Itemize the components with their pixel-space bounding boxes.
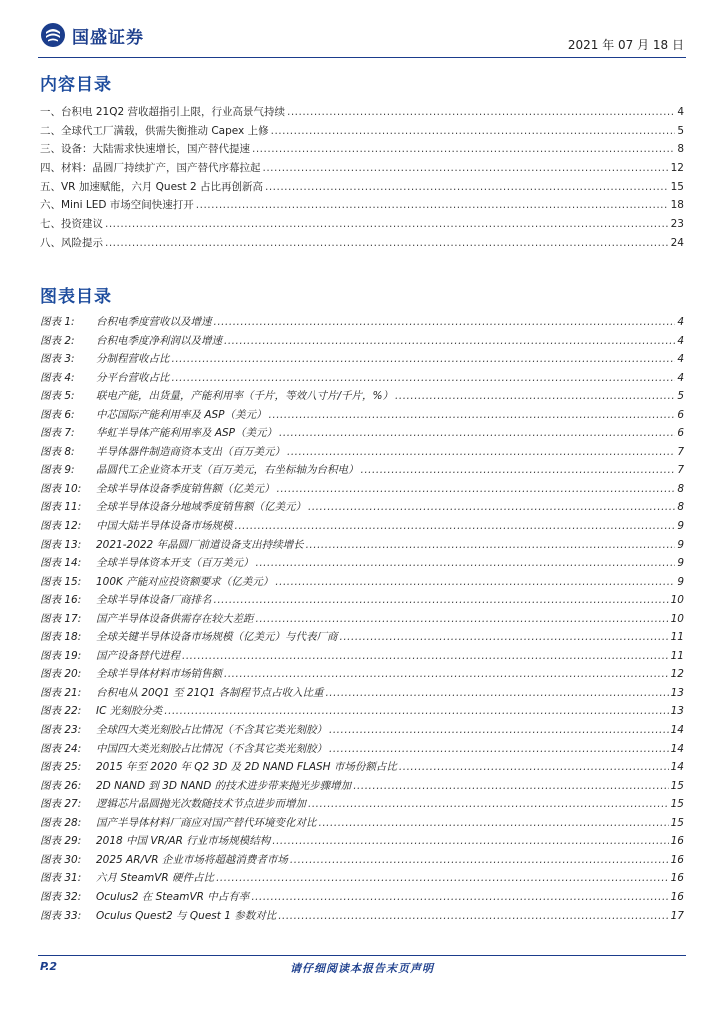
dot-leader: [252, 143, 675, 155]
toc-entry-label: 台积电季度净利润以及增速: [96, 334, 222, 347]
dot-leader: [308, 798, 669, 810]
dot-leader: [105, 218, 669, 230]
toc-entry[interactable]: [40, 629, 684, 648]
toc-entry[interactable]: [40, 778, 684, 797]
figure-number: 图表 12:: [40, 520, 82, 533]
toc-entry-label: 八、风险提示: [40, 236, 103, 249]
toc-entry[interactable]: [40, 815, 684, 834]
toc-entry-label: 台积电季度营收以及增速: [96, 316, 212, 328]
toc-entry-page: 15: [670, 779, 684, 792]
figure-number: 图表 30:: [40, 853, 82, 866]
figure-number: 图表 5:: [40, 390, 75, 403]
toc-entry-page: 13: [670, 686, 684, 699]
dot-leader: [224, 668, 669, 680]
toc-entry-label: 分制程营收占比: [96, 353, 170, 366]
toc-entry[interactable]: [40, 216, 684, 235]
toc-entry[interactable]: [40, 104, 684, 123]
figure-number: 图表 18:: [40, 631, 82, 644]
toc-entry-label: Oculus2 在 SteamVR 中占有率: [96, 890, 250, 903]
toc-entry-page: 12: [670, 668, 684, 681]
figure-number: 图表 26:: [40, 779, 82, 792]
toc-entry-page: 6: [677, 408, 684, 421]
toc-entry[interactable]: [40, 870, 684, 889]
toc-entry-page: 8: [677, 501, 684, 514]
figure-number: 图表 23:: [40, 724, 82, 737]
toc-entry-page: 16: [670, 872, 684, 885]
toc-entry-label: 五、VR 加速赋能，六月 Quest 2 占比再创新高: [40, 180, 263, 193]
guosheng-logo-icon: [40, 22, 66, 48]
figure-number: 图表 28:: [40, 816, 82, 829]
toc-entry-page: 4: [677, 106, 684, 118]
toc-entry-page: 6: [677, 427, 684, 440]
figure-number: 图表 33:: [40, 909, 82, 922]
toc-entry-label: 2018 中国 VR/AR 行业市场规模结构: [96, 835, 271, 848]
dot-leader: [251, 891, 668, 903]
toc-entry[interactable]: [40, 388, 684, 407]
page-number: P.2: [40, 960, 58, 973]
toc-entry[interactable]: [40, 537, 684, 556]
dot-leader: [329, 724, 669, 736]
toc-entry-page: 11: [670, 649, 684, 662]
figure-number: 图表 7:: [40, 427, 75, 440]
toc-entry-label: 国产半导体材料厂商应对国产替代环境变化对比: [96, 816, 317, 829]
toc-entry-label: 2025 AR/VR 企业市场将超越消费者市场: [96, 853, 288, 866]
toc-entry-page: 15: [670, 180, 684, 193]
toc-entry-page: 16: [670, 853, 684, 866]
figure-number: 图表 19:: [40, 649, 82, 662]
brand-logo: [40, 22, 144, 48]
toc-entry[interactable]: [40, 611, 684, 630]
figure-number: 图表 2:: [40, 334, 75, 347]
dot-leader: [263, 162, 669, 174]
toc-entry-label: 全球半导体设备厂商排名: [96, 594, 212, 607]
figure-number: 图表 22:: [40, 705, 82, 718]
toc-entry-label: 中国大陆半导体设备市场规模: [96, 520, 233, 533]
toc-entry-label: Oculus Quest2 与 Quest 1 参数对比: [96, 909, 277, 922]
toc-entry-label: 台积电从 20Q1 至 21Q1 各制程节点占收入比重: [96, 686, 324, 699]
toc-entry-page: 11: [670, 631, 684, 644]
toc-entry[interactable]: [40, 481, 684, 500]
contents-title: 内容目录: [40, 75, 112, 95]
figure-number: 图表 21:: [40, 686, 82, 699]
toc-entry[interactable]: [40, 333, 684, 352]
toc-entry[interactable]: [40, 741, 684, 760]
dot-leader: [275, 576, 675, 588]
dot-leader: [399, 761, 669, 773]
toc-entry[interactable]: [40, 833, 684, 852]
dot-leader: [287, 106, 675, 118]
dot-leader: [182, 650, 669, 662]
figure-number: 图表 11:: [40, 501, 82, 514]
toc-entry[interactable]: [40, 160, 684, 179]
figure-number: 图表 3:: [40, 353, 75, 366]
toc-entry-page: 14: [670, 742, 684, 755]
dot-leader: [214, 594, 669, 606]
dot-leader: [319, 817, 669, 829]
figure-number: 图表 4:: [40, 371, 75, 384]
toc-entry-label: 晶圆代工企业资本开支（百万美元，右坐标轴为台积电）: [96, 464, 359, 477]
toc-entry-label: 七、投资建议: [40, 218, 103, 231]
toc-entry-page: 17: [670, 909, 684, 922]
dot-leader: [214, 316, 676, 328]
toc-entry-page: 24: [670, 236, 684, 249]
toc-entry-label: 中国四大类光刻胶占比情况（不含其它类光刻胶）: [96, 742, 327, 755]
toc-entry-label: 全球四大类光刻胶占比情况（不含其它类光刻胶）: [96, 724, 327, 737]
toc-entry-page: 4: [677, 316, 684, 328]
figure-number: 图表 1:: [40, 316, 75, 328]
dot-leader: [105, 237, 669, 249]
toc-entry-page: 23: [670, 218, 684, 231]
toc-entry[interactable]: [40, 444, 684, 463]
dot-leader: [196, 199, 669, 211]
toc-entry-page: 9: [677, 557, 684, 570]
figure-number: 图表 25:: [40, 761, 82, 774]
toc-entry[interactable]: [40, 370, 684, 389]
dot-leader: [306, 539, 676, 551]
toc-entry-label: 国产半导体设备供需存在较大差距: [96, 612, 254, 625]
figure-number: 图表 13:: [40, 538, 82, 551]
dot-leader: [395, 390, 675, 402]
dot-leader: [256, 613, 669, 625]
toc-entry[interactable]: [40, 703, 684, 722]
toc-entry-page: 7: [677, 464, 684, 477]
figure-number: 图表 17:: [40, 612, 82, 625]
toc-entry-page: 4: [677, 353, 684, 366]
toc-entry[interactable]: [40, 179, 684, 198]
toc-entry-label: 全球关键半导体设备市场规模（亿美元）与代表厂商: [96, 631, 338, 644]
toc-entry[interactable]: [40, 759, 684, 778]
figure-number: 图表 29:: [40, 835, 82, 848]
figures-title: 图表目录: [40, 287, 112, 307]
toc-entry[interactable]: [40, 235, 684, 254]
toc-entry-label: 分平台营收占比: [96, 371, 170, 384]
toc-entry[interactable]: [40, 685, 684, 704]
footer-divider: [38, 955, 686, 956]
toc-entry-label: 半导体器件制造商资本支出（百万美元）: [96, 445, 285, 458]
toc-entry-label: 二、全球代工厂满载，供需失衡推动 Capex 上修: [40, 124, 269, 137]
figures-list: [40, 314, 684, 926]
dot-leader: [271, 125, 676, 137]
toc-entry-label: 四、材料：晶圆厂持续扩产，国产替代序幕拉起: [40, 162, 261, 175]
toc-entry-page: 16: [670, 890, 684, 903]
toc-entry[interactable]: [40, 852, 684, 871]
dot-leader: [164, 705, 668, 717]
figure-number: 图表 20:: [40, 668, 82, 681]
page-header: [0, 0, 724, 62]
header-divider: [38, 57, 686, 58]
toc-entry[interactable]: [40, 908, 684, 927]
toc-entry[interactable]: [40, 407, 684, 426]
toc-entry-page: 14: [670, 761, 684, 774]
toc-entry-label: 全球半导体资本开支（百万美元）: [96, 557, 254, 570]
figure-number: 图表 15:: [40, 575, 82, 588]
toc-entry-label: 华虹半导体产能利用率及 ASP（美元）: [96, 427, 278, 440]
figure-number: 图表 10:: [40, 482, 82, 495]
dot-leader: [290, 854, 669, 866]
dot-leader: [235, 520, 676, 532]
toc-entry[interactable]: [40, 796, 684, 815]
toc-entry-page: 16: [670, 835, 684, 848]
figure-number: 图表 32:: [40, 890, 82, 903]
figure-number: 图表 6:: [40, 408, 75, 421]
toc-entry-page: 5: [677, 390, 684, 403]
toc-entry-label: 全球半导体材料市场销售额: [96, 668, 222, 681]
toc-entry-label: 联电产能，出货量，产能利用率（千片，等效八寸片/千片，%）: [96, 390, 394, 403]
toc-entry-label: 2D NAND 到 3D NAND 的技术进步带来抛光步骤增加: [96, 779, 352, 792]
toc-entry-page: 4: [677, 371, 684, 384]
dot-leader: [308, 501, 675, 513]
toc-entry-label: 100K 产能对应投资额要求（亿美元）: [96, 575, 274, 588]
dot-leader: [361, 464, 676, 476]
toc-entry-label: 中芯国际产能利用率及 ASP（美元）: [96, 408, 267, 421]
toc-entry[interactable]: [40, 722, 684, 741]
toc-entry-page: 8: [677, 482, 684, 495]
toc-entry-label: 2015 年至 2020 年 Q2 3D 及 2D NAND FLASH 市场份额占比: [96, 761, 397, 774]
dot-leader: [325, 687, 668, 699]
toc-entry[interactable]: [40, 123, 684, 142]
toc-entry-page: 12: [670, 162, 684, 175]
toc-entry-page: 4: [677, 334, 684, 347]
dot-leader: [340, 631, 669, 643]
dot-leader: [216, 872, 669, 884]
figure-number: 图表 14:: [40, 557, 82, 570]
dot-leader: [265, 181, 669, 193]
dot-leader: [287, 446, 675, 458]
figure-number: 图表 9:: [40, 464, 75, 477]
brand-name: 国盛证券: [72, 27, 144, 48]
dot-leader: [272, 835, 668, 847]
dot-leader: [172, 353, 676, 365]
dot-leader: [278, 910, 668, 922]
toc-entry[interactable]: [40, 574, 684, 593]
toc-entry-page: 9: [677, 538, 684, 551]
toc-entry-label: 六月 SteamVR 硬件占比: [96, 872, 215, 885]
toc-entry[interactable]: [40, 141, 684, 160]
dot-leader: [256, 557, 676, 569]
dot-leader: [277, 483, 676, 495]
dot-leader: [279, 427, 675, 439]
toc-entry[interactable]: [40, 197, 684, 216]
dot-leader: [269, 409, 676, 421]
toc-entry-label: 一、台积电 21Q2 营收超指引上限，行业高景气持续: [40, 106, 285, 118]
dot-leader: [172, 372, 676, 384]
contents-list: [40, 104, 684, 254]
toc-entry-page: 9: [677, 575, 684, 588]
toc-entry[interactable]: [40, 889, 684, 908]
toc-entry-label: 全球半导体设备季度销售额（亿美元）: [96, 482, 275, 495]
toc-entry-label: 国产设备替代进程: [96, 649, 180, 662]
figure-number: 图表 31:: [40, 872, 82, 885]
toc-entry[interactable]: [40, 518, 684, 537]
toc-entry-label: 全球半导体设备分地域季度销售额（亿美元）: [96, 501, 306, 514]
toc-entry[interactable]: [40, 425, 684, 444]
report-date: 2021 年 07 月 18 日: [567, 38, 684, 52]
toc-entry-label: 逻辑芯片晶圆抛光次数随技术节点进步而增加: [96, 798, 306, 811]
toc-entry[interactable]: [40, 555, 684, 574]
toc-entry-page: 13: [670, 705, 684, 718]
toc-entry-label: 三、设备：大陆需求快速增长，国产替代提速: [40, 143, 250, 156]
toc-entry-page: 10: [670, 612, 684, 625]
toc-entry-page: 9: [677, 520, 684, 533]
toc-entry-page: 18: [670, 199, 684, 212]
toc-entry-page: 15: [670, 816, 684, 829]
figure-number: 图表 8:: [40, 445, 75, 458]
toc-entry-label: 2021-2022 年晶圆厂前道设备支出持续增长: [96, 538, 304, 551]
toc-entry[interactable]: [40, 648, 684, 667]
disclaimer-notice: 请仔细阅读本报告末页声明: [290, 962, 434, 975]
toc-entry-page: 7: [677, 445, 684, 458]
toc-entry-page: 8: [677, 143, 684, 156]
figure-number: 图表 24:: [40, 742, 82, 755]
toc-entry[interactable]: [40, 592, 684, 611]
dot-leader: [224, 335, 675, 347]
toc-entry[interactable]: [40, 462, 684, 481]
toc-entry[interactable]: [40, 351, 684, 370]
toc-entry[interactable]: [40, 499, 684, 518]
toc-entry-label: 六、Mini LED 市场空间快速打开: [40, 199, 194, 212]
toc-entry-label: IC 光刻胶分类: [96, 705, 163, 718]
figure-number: 图表 27:: [40, 798, 82, 811]
figure-number: 图表 16:: [40, 594, 82, 607]
toc-entry-page: 10: [670, 594, 684, 607]
dot-leader: [353, 780, 668, 792]
dot-leader: [329, 743, 669, 755]
toc-entry[interactable]: [40, 314, 684, 333]
toc-entry[interactable]: [40, 666, 684, 685]
toc-entry-page: 14: [670, 724, 684, 737]
toc-entry-page: 5: [677, 124, 684, 137]
toc-entry-page: 15: [670, 798, 684, 811]
